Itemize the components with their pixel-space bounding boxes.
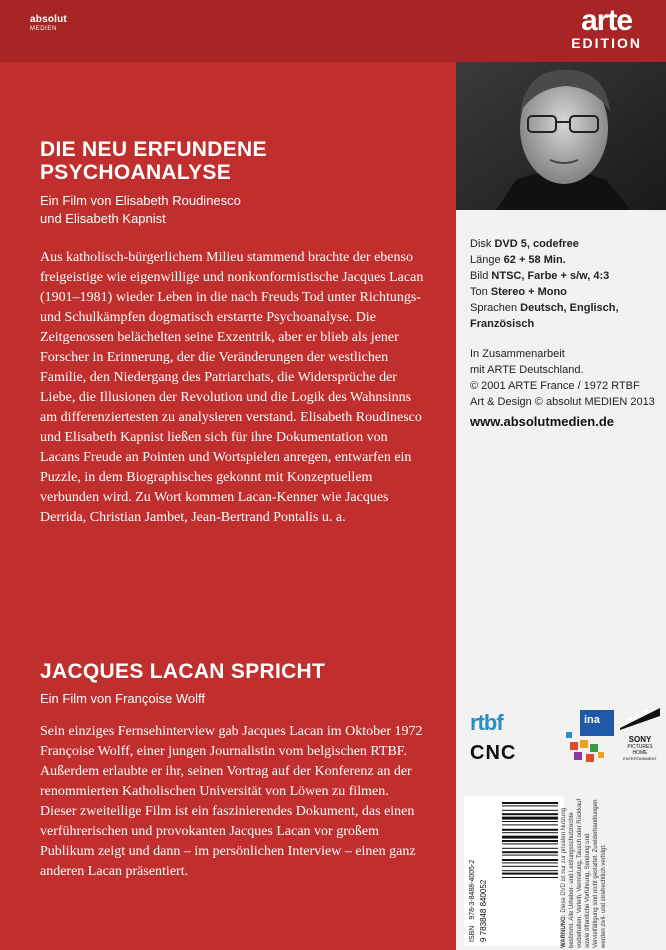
portrait-illustration [456,62,666,210]
website-link[interactable]: www.absolutmedien.de [470,414,614,429]
film1-title-line2: PSYCHOANALYSE [40,161,232,184]
film1-description: Aus katholisch-bürgerlichem Milieu stammend brachte der ebenso freigeistige wie eigenwillige und nonkonformistische Jacques Lacan (1901–1981) wieder Leben in die nach Freuds Tod unter Richtungs- und Schulkämpfen dogmatisch erstarrte Psychoanalyse. Die Zeitgenossen belächelten seine Exzentrik, aber er blieb als jener Forscher in Erinnerung, der die Veränderungen der westlichen Familie, den Niedergang des Patriarchats, die Widersprüche der Liebe, die Illusionen der Revolution und die Logik des Wahnsinns am differenziertesten zu analysieren verstand. Elisabeth Roudinesco und Elisabeth Kapnist ließen sich für ihre Dokumentation von Lacans Freude an Pointen und Wortspielen anregen, entwarfen ein Puzzle, in dem Biographisches gekonnt mit Konzeptuellem verbunden wird. Zu Wort kommen Lacan-Kenner wie Jacques Derrida, Christian Jambet, Jean-Bertrand Pontalis u. a. [40,250,424,525]
barcode-digits: 9 783848 840052 [479,879,488,942]
credit-line: © 2001 ARTE France / 1972 RTBF [470,380,640,392]
ina-label: ina [584,714,600,726]
sony-film-strip-icon [620,708,660,730]
barcode-graphic [464,796,564,946]
publisher-logo-line1: absolut [30,14,67,25]
portrait-photo [456,62,666,210]
barcode-bar [502,859,558,861]
barcode-bar [502,805,558,806]
credit-line: mit ARTE Deutschland. [470,364,584,376]
film1-credit [40,192,241,228]
arte-edition-logo [571,6,642,50]
publisher-logo-line2: MEDIEN [30,26,57,32]
sony-label: SONY [628,735,652,744]
rtbf-logo: rtbf [470,710,503,735]
legal-warning-text [560,798,608,948]
barcode-bar [502,821,558,822]
sony-pictures: PICTURES [627,744,653,750]
film1-title [40,138,267,184]
barcode-bar [502,855,558,856]
partner-logos [470,700,660,780]
sony-logo [620,708,660,768]
barcode-bar [502,866,558,867]
film1-credit-line2: und Elisabeth Kapnist [40,211,166,226]
credit-line: Art & Design © absolut MEDIEN 2013 [470,396,655,408]
warning-label: WARNUNG: [561,914,567,948]
barcode-bar [502,851,558,853]
ina-logo [566,708,616,766]
arte-brand: arte [581,4,633,37]
spec-row: Länge 62 + 58 Min. [470,254,566,266]
spec-row: Bild NTSC, Farbe + s/w, 4:3 [470,270,610,282]
spec-row: Ton Stereo + Mono [470,286,567,298]
barcode-bar [502,810,558,811]
sony-home: HOME [632,750,648,756]
film2-credit: Ein Film von Françoise Wolff [40,691,205,706]
spec-row: Sprachen Deutsch, Englisch, Französisch [470,302,619,330]
barcode-bar [502,873,558,875]
sony-entertainment: ENTERTAINMENT [623,756,657,761]
barcode-bar [502,840,558,842]
spec-row: Disk DVD 5, codefree [470,238,579,250]
barcode-bar [502,817,558,820]
publisher-logo [30,14,67,32]
barcode-bar [502,813,558,815]
warning-body: Diese DVD ist nur zur privaten Nutzung bestimmt. Alle Urheber- und Leistungsschutzrechte vorbehalten. Verleih, Vermietung, Tausch oder Rückkauf sowie öffentliche Vorführung, Sendung und Vervielfältigung sind nicht gestattet. Zuwiderhandlungen werden zivil- und strafrechtlich verfolgt. [561,798,607,948]
isbn-label: ISBN [469,925,476,942]
barcode-bar [502,870,558,871]
isbn-number [469,860,476,942]
film2-title: JACQUES LACAN SPRICHT [40,660,326,683]
tech-specs [470,236,656,332]
barcode-bar [502,848,558,849]
film1-credit-line1: Ein Film von Elisabeth Roudinesco [40,193,241,208]
credit-line: In Zusammenarbeit [470,348,565,360]
barcode-bar [502,829,558,831]
top-bar [0,0,666,62]
barcode-bar [502,802,558,804]
barcode-bar [502,843,558,844]
barcode-bar [502,877,558,878]
barcode-bar [502,832,558,833]
cnc-logo: CNC [470,742,517,764]
isbn-value: 978-3-8488-4005-2 [469,859,476,920]
film2-description: Sein einziges Fernsehinterview gab Jacques Lacan im Oktober 1972 Françoise Wolff, einer jungen Journalistin vom belgischen RTBF. Außerdem erlaubte er ihr, seinen Vortrag auf der Konferenz an der renommierten Katholischen Universität von Löwen zu filmen. Dieser zweiteilige Film ist ein faszinierendes Dokument, das einen verführerischen und provokanten Jacques Lacan vor großem Publikum zeigt und dann – im persönlichen Interview – einen ganz anderen Lacan präsentiert. [40,724,423,879]
barcode-bar [502,836,558,839]
barcode-bar [502,862,558,863]
arte-edition: EDITION [571,35,642,51]
legal-warning [560,798,660,948]
barcode-bar [502,824,558,825]
film1-title-line1: DIE NEU ERFUNDENE [40,138,267,161]
production-credits [470,346,660,410]
